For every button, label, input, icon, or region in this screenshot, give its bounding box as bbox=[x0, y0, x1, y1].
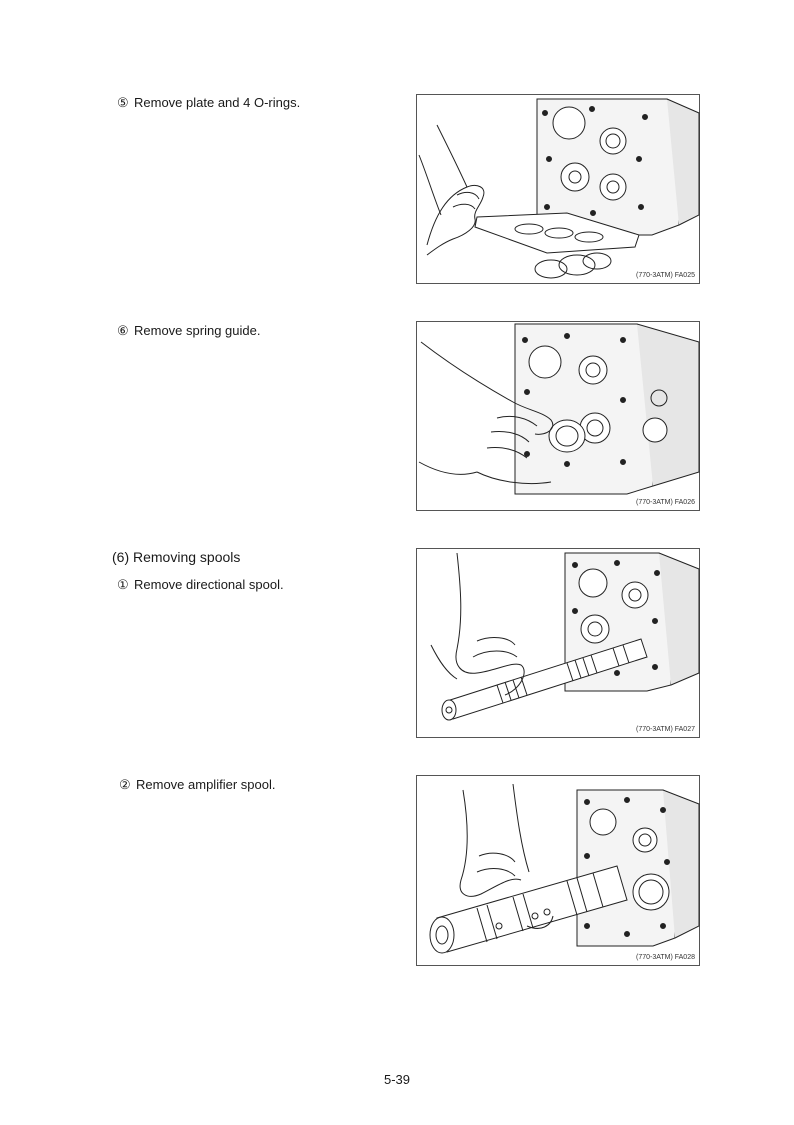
figure-caption: (770-3ATM) FA028 bbox=[635, 954, 695, 961]
step-number: ⑤ bbox=[117, 95, 129, 110]
figure-caption: (770-3ATM) FA025 bbox=[635, 272, 695, 279]
figure-caption: (770-3ATM) FA027 bbox=[635, 726, 695, 733]
section-heading: (6) Removing spools bbox=[112, 549, 241, 565]
figure-plate-o-rings bbox=[416, 94, 700, 284]
figure-spring-guide bbox=[416, 321, 700, 511]
figure-directional-spool bbox=[416, 548, 700, 738]
step-text: Remove plate and 4 O-rings. bbox=[134, 95, 301, 110]
step-number: ⑥ bbox=[117, 323, 129, 338]
step-remove-spring-guide bbox=[117, 323, 260, 339]
figure-amplifier-spool bbox=[416, 775, 700, 966]
step-number: ② bbox=[119, 777, 131, 792]
page-number: 5-39 bbox=[383, 1072, 411, 1087]
amplifier-spool-illustration bbox=[417, 776, 701, 967]
directional-spool-illustration bbox=[417, 549, 701, 739]
step-remove-directional-spool bbox=[117, 577, 284, 593]
step-remove-plate bbox=[117, 95, 300, 111]
step-text: Remove spring guide. bbox=[134, 323, 261, 338]
step-text: Remove amplifier spool. bbox=[136, 777, 276, 792]
plate-o-rings-illustration bbox=[417, 95, 701, 285]
step-remove-amplifier-spool bbox=[119, 777, 275, 793]
step-text: Remove directional spool. bbox=[134, 577, 284, 592]
step-number: ① bbox=[117, 577, 129, 592]
figure-caption: (770-3ATM) FA026 bbox=[635, 499, 695, 506]
spring-guide-illustration bbox=[417, 322, 701, 512]
